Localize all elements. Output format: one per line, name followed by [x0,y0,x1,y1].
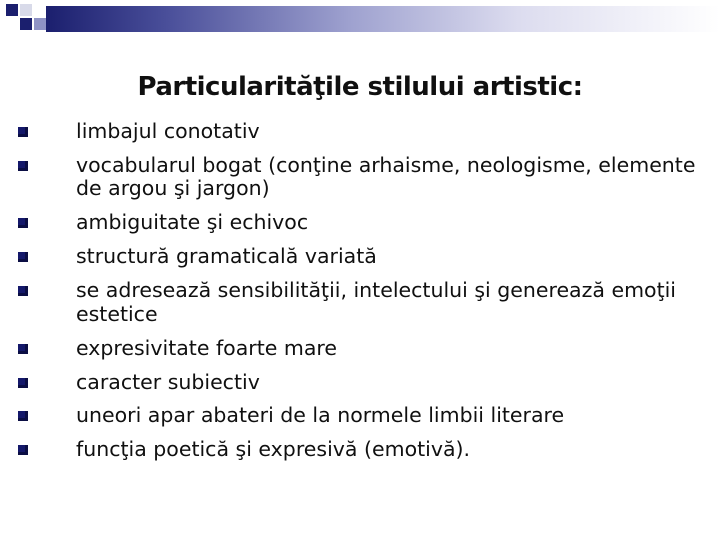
list-item-text: uneori apar abateri de la normele limbii literare [76,403,565,428]
list-item-text: funcţia poetică şi expresivă (emotivă). [76,437,471,462]
decor-square [34,18,46,30]
list-item [18,120,698,143]
square-bullet-icon [18,161,28,171]
bullet-list [18,120,698,472]
list-item [18,154,698,201]
list-item [18,337,698,360]
list-item [18,211,698,234]
square-bullet-icon [18,218,28,228]
list-item-text: se adresează sensibilităţii, intelectului şi generează emoţii estetice [76,278,677,326]
list-item [18,371,698,394]
header-gradient-band [46,6,720,32]
list-item-text: vocabularul bogat (conţine arhaisme, neologisme, elemente de argou şi jargon) [76,152,696,201]
list-item [18,404,698,427]
square-bullet-icon [18,445,28,455]
square-bullet-icon [18,344,28,354]
list-item-text: structură gramaticală variată [76,244,377,269]
square-bullet-icon [18,252,28,262]
list-item-text: limbajul conotativ [76,119,260,143]
list-item [18,279,698,326]
square-bullet-icon [18,411,28,421]
square-bullet-icon [18,378,28,388]
list-item-text: ambiguitate şi echivoc [76,210,309,235]
list-item [18,438,698,461]
decor-square [20,18,32,30]
decor-square [20,4,32,16]
decor-square [6,4,18,16]
slide-title: Particularităţile stilului artistic: [137,72,583,102]
square-bullet-icon [18,286,28,296]
list-item [18,245,698,268]
square-bullet-icon [18,127,28,137]
list-item-text: caracter subiectiv [76,369,260,394]
header-decoration [0,0,720,40]
list-item-text: expresivitate foarte mare [76,335,337,360]
decor-square [6,18,18,30]
